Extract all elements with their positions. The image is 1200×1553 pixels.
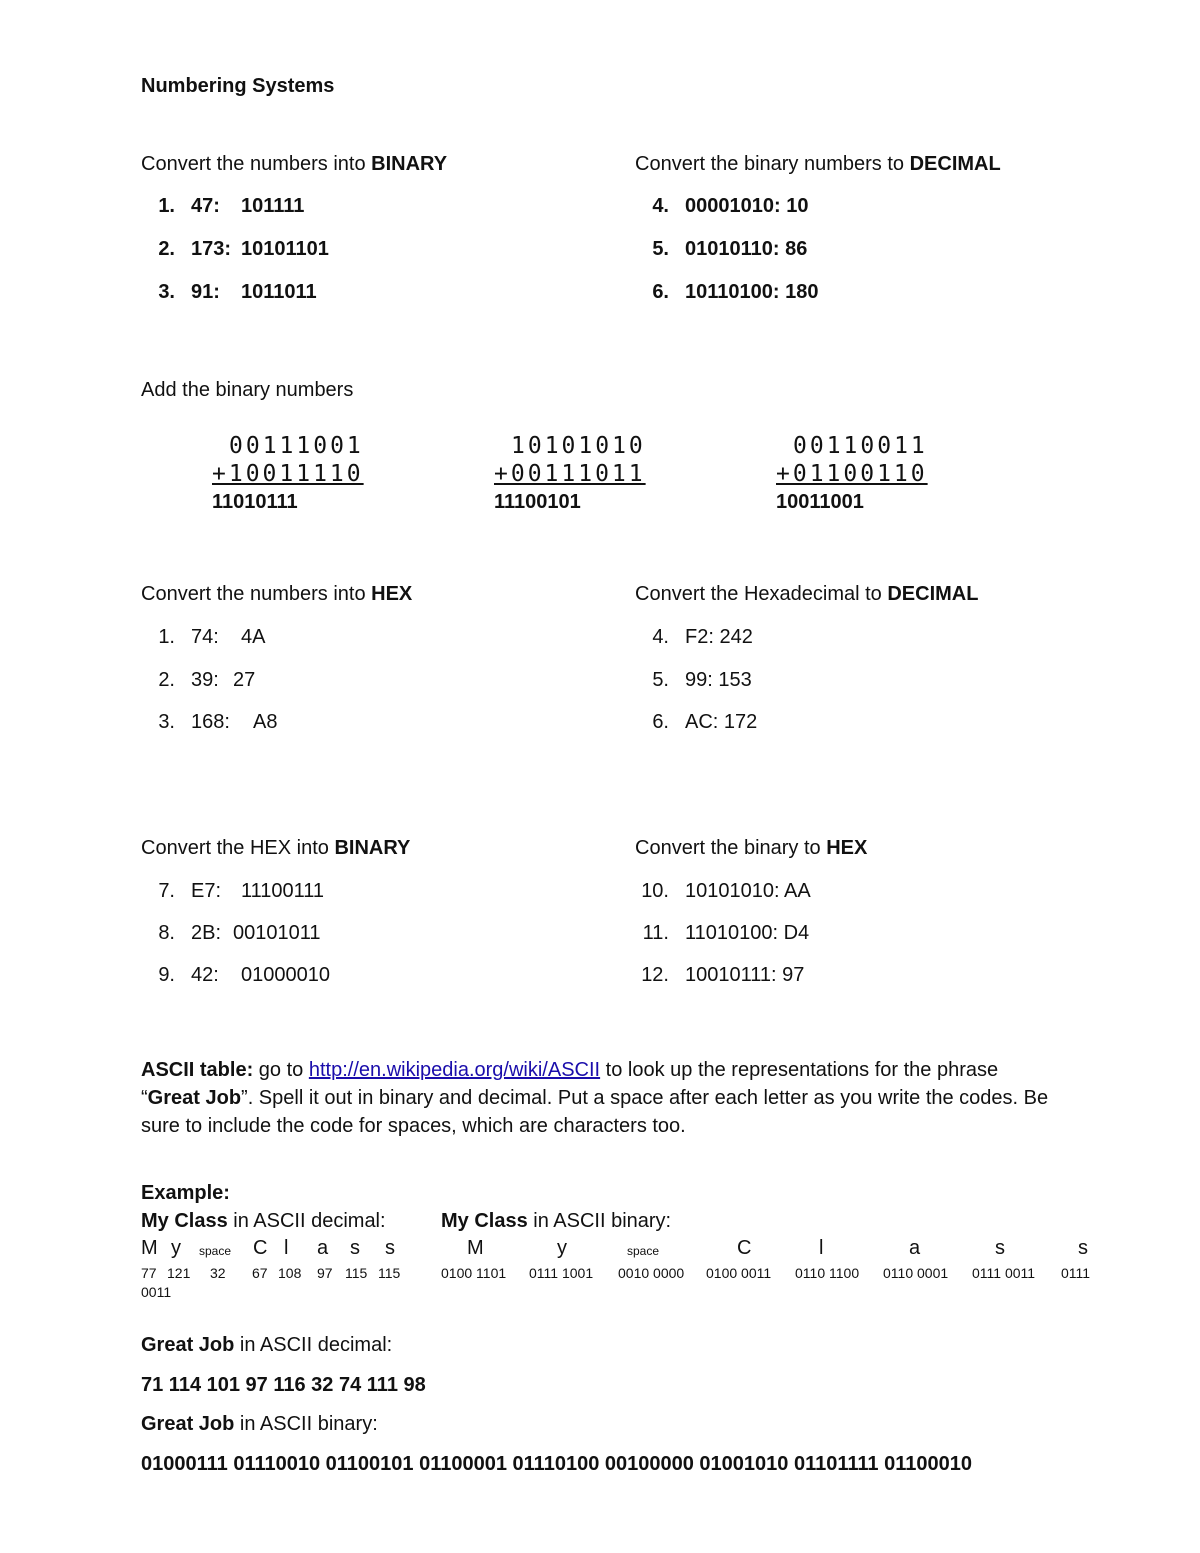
item-number: 1. [158,195,175,217]
item-question: E7: [191,880,222,902]
addend-bottom: +01100110 [776,460,928,487]
list-item [635,280,818,304]
list-item [141,194,304,218]
bin-value: 0100 0011 [706,1265,772,1281]
item-text: 99: 153 [685,669,752,691]
instruction-text: go to [253,1059,309,1081]
heading-text: in ASCII decimal: [227,1210,386,1232]
item-text: 11010100: D4 [685,922,810,944]
item-answer: 101111 [241,195,305,217]
char: s [350,1237,360,1259]
item-number: 5. [652,669,669,691]
list-item [141,921,321,945]
sum-result: 11010111 [212,491,298,514]
bin-value: 0110 1100 [795,1265,860,1281]
bin-value: 0111 0011 [972,1265,1036,1281]
dec-value: 32 [210,1265,226,1281]
item-number: 4. [652,626,669,648]
char: l [284,1237,289,1259]
heading-bold: My Class [141,1210,228,1232]
binary-heading [141,152,447,176]
bin-value: 0010 0000 [618,1265,685,1281]
addition-problem-3 [776,433,928,514]
item-number: 2. [158,669,175,691]
heading-text: in ASCII binary: [234,1413,378,1435]
list-item [635,237,807,261]
bin-value-wrap: 0011 [141,1284,172,1300]
answer-dec-value: 71 114 101 97 116 32 74 111 98 [141,1374,426,1396]
item-text: 10101010: AA [685,880,811,902]
list-item [141,280,317,304]
example-dec-heading [141,1209,386,1233]
list-item [635,668,752,692]
bin-value: 0111 [1061,1265,1091,1281]
ascii-label: ASCII table: [141,1059,254,1081]
heading-bold: DECIMAL [887,583,979,605]
instruction-text: to look up the representations for the phrase “ [141,1059,999,1109]
item-text: AC: 172 [685,711,758,733]
char: y [171,1237,181,1259]
item-number: 7. [158,880,175,902]
char: a [909,1237,921,1259]
list-item [141,963,330,987]
char: s [1078,1237,1088,1259]
item-number: 6. [652,281,669,303]
heading-text: Convert the HEX into [141,837,335,859]
heading-bold: Great Job [141,1334,235,1356]
item-question: 168: [191,711,230,733]
dec-value: 97 [317,1265,333,1281]
item-number: 11. [642,922,669,944]
heading-bold: BINARY [334,837,411,859]
list-item [635,879,811,903]
bin-to-hex-heading [635,836,867,860]
item-question: 173: [191,238,232,260]
char: M [141,1237,158,1259]
bin-value: 0111 1001 [529,1265,594,1281]
example-label: Example: [141,1182,230,1204]
addend-top: 00111001 [229,433,364,459]
char: C [737,1237,752,1259]
item-answer: 27 [233,669,256,691]
answer-bin-heading [141,1412,378,1436]
item-text: 10110100: 180 [685,281,819,303]
ascii-instructions [141,1056,1061,1140]
char: a [317,1237,329,1259]
char: M [467,1237,484,1259]
item-number: 3. [158,711,175,733]
item-answer: 01000010 [241,964,330,986]
item-answer: 11100111 [241,880,325,902]
heading-text: Convert the Hexadecimal to [635,583,888,605]
item-question: 47: [191,195,220,217]
list-item [141,668,255,692]
item-answer: 10101101 [241,238,329,260]
add-heading: Add the binary numbers [141,379,354,401]
char: s [385,1237,395,1259]
bin-to-dec-heading [635,152,1001,176]
heading-bold: DECIMAL [909,153,1001,175]
item-number: 10. [641,880,669,902]
dec-value: 108 [278,1265,302,1281]
phrase-bold: Great Job [147,1087,242,1109]
heading-bold: HEX [371,583,413,605]
addition-problem-1 [212,433,364,514]
heading-text: Convert the binary to [635,837,827,859]
item-answer: 00101011 [233,922,321,944]
sum-result: 10011001 [776,491,864,514]
addition-problem-2 [494,433,646,514]
hex-heading [141,582,412,606]
item-question: 2B: [191,922,222,944]
item-number: 6. [652,711,669,733]
dec-value: 115 [345,1265,368,1281]
list-item [635,194,808,218]
instruction-text: ”. Spell it out in binary and decimal. Put a space after each letter as you write the codes. Be sure to include the code for spaces, which are characters too. [141,1087,1049,1137]
list-item [635,921,809,945]
item-number: 2. [158,238,175,260]
item-question: 39: [191,669,219,691]
hex-to-dec-heading [635,582,978,606]
heading-text: Convert the binary numbers to [635,153,910,175]
item-answer: A8 [253,711,278,733]
answer-bin-value: 01000111 01110010 01100101 01100001 01110100 00100000 01001010 01101111 01100010 [141,1453,972,1475]
dec-value: 121 [167,1265,191,1281]
item-answer: 1011011 [241,281,317,303]
list-item [635,625,753,649]
char: space [627,1244,660,1258]
item-number: 1. [158,626,175,648]
dec-value: 77 [141,1265,157,1281]
item-text: F2: 242 [685,626,753,648]
item-text: 00001010: 10 [685,195,809,217]
char: l [819,1237,824,1259]
answer-dec-heading [141,1333,392,1357]
heading-bold: BINARY [371,153,448,175]
hex-to-bin-heading [141,836,410,860]
heading-text: Convert the numbers into [141,583,372,605]
list-item [141,625,265,649]
list-item [141,237,329,261]
item-text: 01010110: 86 [685,238,808,260]
char: space [199,1244,232,1258]
sum-result: 11100101 [494,491,581,514]
heading-bold: HEX [826,837,868,859]
heading-bold: My Class [441,1210,528,1232]
bin-value: 0100 1101 [441,1265,507,1281]
item-number: 12. [641,964,669,986]
dec-value: 115 [378,1265,401,1281]
char: C [253,1237,268,1259]
list-item [141,879,324,903]
list-item [635,710,757,734]
page-title: Numbering Systems [141,75,335,97]
addend-bottom: +00111011 [494,460,646,487]
item-question: 42: [191,964,219,986]
item-number: 8. [158,922,175,944]
bin-value: 0110 0001 [883,1265,949,1281]
dec-value: 67 [252,1265,268,1281]
item-number: 5. [652,238,669,260]
heading-text: Convert the numbers into [141,153,372,175]
list-item [635,963,804,987]
item-question: 91: [191,281,220,303]
addend-top: 00110011 [793,433,928,459]
heading-text: in ASCII decimal: [234,1334,393,1356]
char: s [995,1237,1005,1259]
item-question: 74: [191,626,219,648]
char: y [557,1237,567,1259]
addend-bottom: +10011110 [212,460,364,487]
ascii-wiki-link[interactable]: http://en.wikipedia.org/wiki/ASCII [308,1059,601,1081]
item-number: 3. [158,281,175,303]
example-bin-heading [441,1209,671,1233]
item-number: 4. [652,195,669,217]
item-number: 9. [158,964,175,986]
addend-top: 10101010 [511,433,646,459]
list-item [141,710,277,734]
item-answer: 4A [241,626,266,648]
item-text: 10010111: 97 [685,964,805,986]
heading-text: in ASCII binary: [527,1210,672,1232]
heading-bold: Great Job [141,1413,235,1435]
